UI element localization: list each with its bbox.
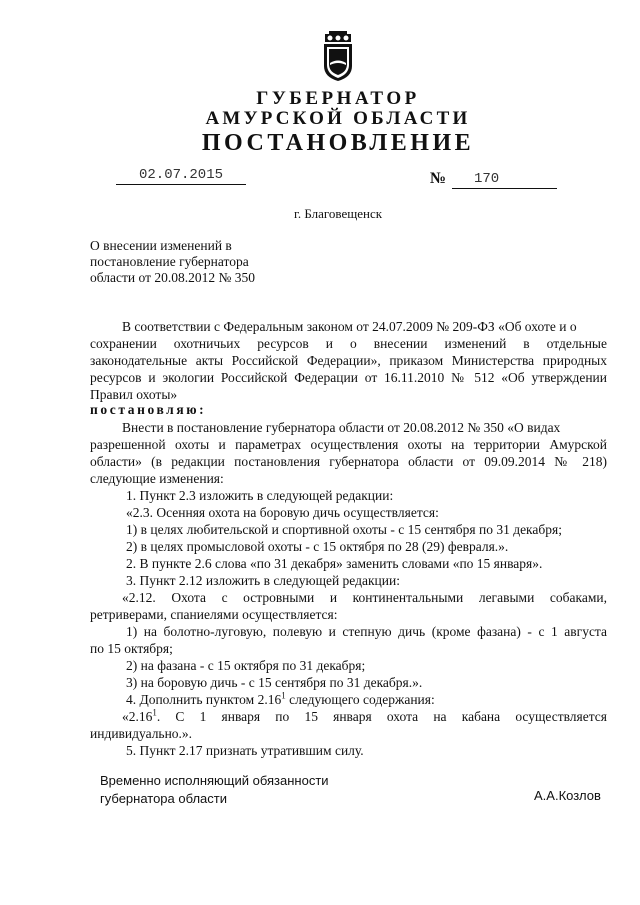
city: г. Благовещенск — [293, 206, 383, 221]
item-1-sub-1: 1) в целях любительской и спортивной охоты - с 15 сентября по 31 декабря; — [126, 522, 562, 537]
header-region: АМУРСКОЙ ОБЛАСТИ — [205, 108, 471, 129]
signatory-name: А.А.Козлов — [534, 788, 601, 803]
subject-line: постановление губернатора — [90, 254, 249, 269]
item-3-sub-1: по 15 октября; — [90, 641, 173, 656]
item-5: 5. Пункт 2.17 признать утратившим силу. — [126, 743, 364, 758]
item-3-sub-2: 2) на фазана - с 15 октября по 31 декабря; — [126, 658, 366, 673]
intro-line: следующие изменения: — [90, 471, 224, 486]
document-type-title: ПОСТАНОВЛЕНИЕ — [201, 130, 475, 156]
intro-line: области» (в редакции постановления губернатора области от 09.09.2014 № 218) — [90, 454, 607, 469]
preamble-line: законодательные акты Российской Федерации», приказом Министерства природных — [90, 353, 607, 368]
item-3: 3. Пункт 2.12 изложить в следующей редакции: — [126, 573, 400, 588]
item-1-sub-2: 2) в целях промысловой охоты - с 15 октября по 28 (29) февраля.». — [126, 539, 509, 554]
signatory-position: Временно исполняющий обязанности губернатора области — [100, 773, 329, 806]
header-governor: ГУБЕРНАТОР — [256, 88, 420, 109]
preamble-line: Правил охоты» — [90, 387, 178, 402]
number-label: № — [430, 170, 447, 187]
document-date: 02.07.2015 — [116, 166, 246, 185]
preamble-line: сохранении охотничьих ресурсов и о внесении изменений в отдельные — [90, 336, 607, 351]
item-3-sub-1: 1) на болотно-луговую, полевую и степную дичь (кроме фазана) - с 1 августа — [126, 624, 607, 639]
item-4: 4. Дополнить пунктом 2.16$^1$ следующего содержания: — [126, 690, 435, 707]
preamble-line: В соответствии с Федеральным законом от 24.07.2009 № 209-ФЗ «Об охоте и о — [122, 319, 577, 334]
preamble-line: ресурсов и экологии Российской Федерации от 16.11.2010 № 512 «Об утверждении — [90, 370, 607, 385]
item-1: 1. Пункт 2.3 изложить в следующей редакции: — [126, 488, 394, 503]
decree-word: постановляю: — [90, 402, 207, 417]
item-3-text: ретриверами, спаниелями осуществляется: — [90, 607, 338, 622]
item-4-text: индивидуально.». — [90, 726, 193, 741]
subject-line: О внесении изменений в — [90, 238, 232, 253]
item-4-text: «2.16$^1$. С 1 января по 15 января охота на кабана осуществляется — [122, 707, 607, 724]
document-subject — [90, 238, 255, 286]
item-3-text: «2.12. Охота с островными и континентальными легавыми собаками, — [122, 590, 607, 605]
subject-line: области от 20.08.2012 № 350 — [90, 270, 255, 285]
item-3-sub-3: 3) на боровую дичь - с 15 сентября по 31 декабря.». — [126, 675, 423, 690]
item-1-text: «2.3. Осенняя охота на боровую дичь осуществляется: — [126, 505, 439, 520]
amur-oblast-coat-of-arms-icon — [318, 30, 358, 82]
intro-line: Внести в постановление губернатора области от 20.08.2012 № 350 «О видах — [122, 420, 561, 435]
document-number: 170 — [452, 170, 557, 189]
intro-line: разрешенной охоты и параметрах осуществления охоты на территории Амурской — [90, 437, 607, 452]
item-2: 2. В пункте 2.6 слова «по 31 декабря» заменить словами «по 15 января». — [126, 556, 543, 571]
